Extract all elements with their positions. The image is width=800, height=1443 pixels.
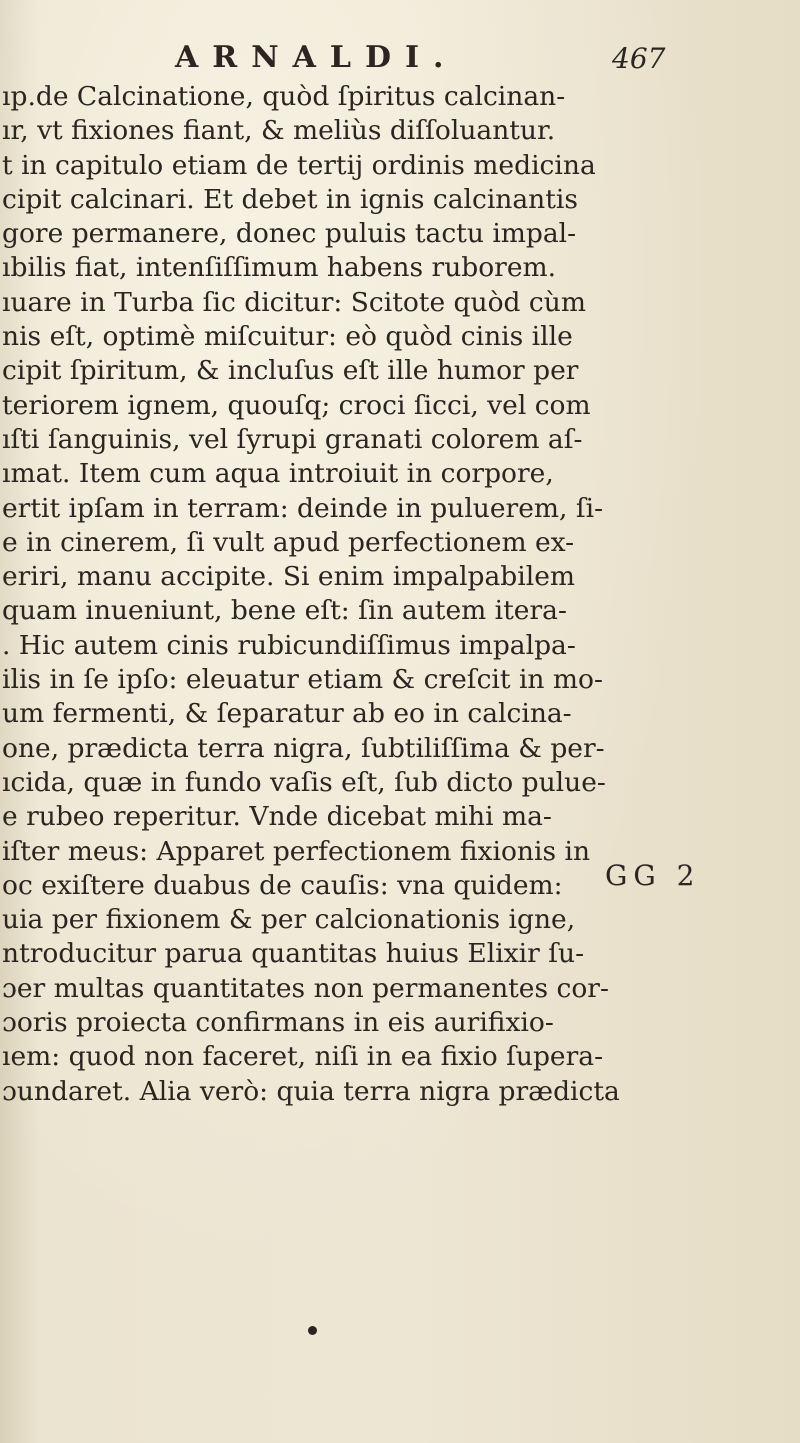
- text-line: one, prædicta terra nigra, ſubtiliſſima & per-: [2, 732, 605, 764]
- running-title: ARNALDI.: [175, 40, 458, 75]
- text-line: quam inueniunt, bene eſt: ſin autem itera-: [2, 595, 567, 627]
- body-text: [0, 80, 790, 1109]
- text-line: gore permanere, donec puluis tactu impal-: [2, 218, 577, 250]
- ink-spot: [308, 1326, 317, 1335]
- text-line: oc exiſtere duabus de cauſis: vna quidem:: [2, 869, 563, 901]
- text-line: ɔer multas quantitates non permanentes cor-: [2, 972, 609, 1004]
- text-line: ıp.de Calcinatione, quòd ſpiritus calcinan-: [2, 81, 566, 112]
- signature-mark: GG 2: [605, 859, 701, 892]
- text-line: cipit ſpiritum, & incluſus eſt ille humor per: [2, 355, 579, 387]
- text-line: eriri, manu accipite. Si enim impalpabilem: [2, 561, 576, 593]
- text-line: e in cinerem, ſi vult apud perfectionem ex-: [2, 526, 575, 558]
- text-line: iſter meus: Apparet perfectionem fixionis in: [2, 835, 591, 867]
- text-line: cipit calcinari. Et debet in ignis calcinantis: [2, 183, 578, 215]
- text-line: e rubeo reperitur. Vnde dicebat mihi ma-: [2, 801, 552, 833]
- text-line: ertit ipſam in terram: deinde in puluerem, ſi-: [2, 492, 604, 524]
- text-line: . Hic autem cinis rubicundiſſimus impalpa-: [2, 629, 576, 661]
- text-line: ıſti ſanguinis, vel ſyrupi granati colorem aſ-: [2, 423, 583, 455]
- text-line: ımat. Item cum aqua introiuit in corpore,: [2, 458, 554, 490]
- text-line: ɔundaret. Alia verò: quia terra nigra prædicta: [2, 1075, 620, 1107]
- text-line: nis eſt, optimè miſcuitur: eò quòd cinis ille: [2, 321, 573, 353]
- text-line: ɔoris proiecta confirmans in eis aurifixio-: [2, 1007, 554, 1039]
- text-line: teriorem ignem, quouſq; croci ſicci, vel com: [2, 389, 591, 421]
- page-number: 467: [612, 42, 666, 75]
- text-line: ilis in ſe ipſo: eleuatur etiam & creſcit in mo-: [2, 664, 603, 696]
- text-line: ıem: quod non faceret, niſi in ea fixio ſupera-: [2, 1041, 604, 1073]
- text-line: t in capitulo etiam de tertij ordinis medicina: [2, 149, 596, 181]
- text-line: ntroducitur parua quantitas huius Elixir ſu-: [2, 938, 585, 970]
- text-line: uia per fixionem & per calcionationis igne,: [2, 904, 576, 936]
- text-line: ıbilis fiat, intenſiſſimum habens ruborem.: [2, 252, 557, 284]
- text-line: ıcida, quæ in fundo vaſis eſt, ſub dicto pulue-: [2, 766, 606, 798]
- text-line: um fermenti, & ſeparatur ab eo in calcina-: [2, 698, 572, 730]
- text-line: ır, vt fixiones fiant, & meliùs diſſoluantur.: [2, 115, 556, 147]
- text-line: ıuare in Turba ſic dicitur: Scitote quòd cùm: [2, 286, 586, 318]
